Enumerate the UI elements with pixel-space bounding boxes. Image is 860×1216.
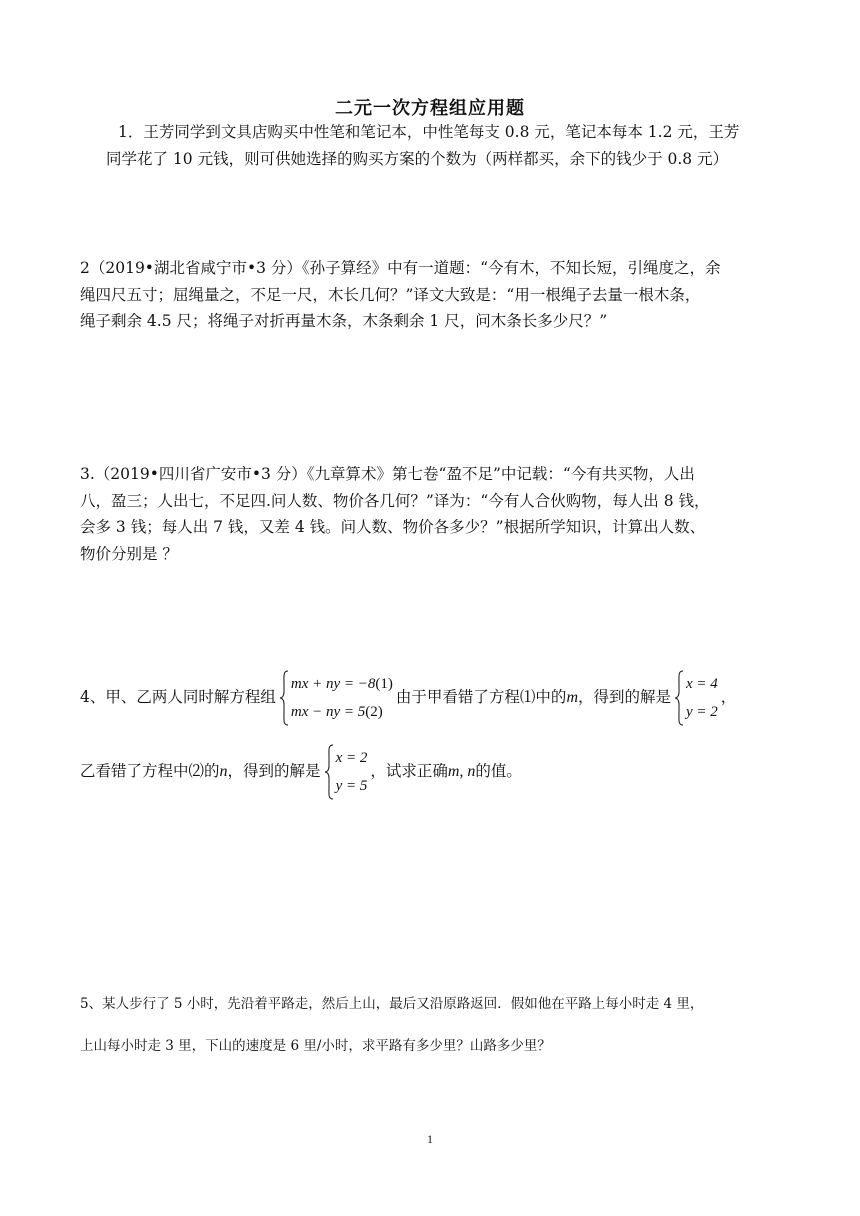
question-4-text-d: ，得到的解是 [578, 688, 672, 706]
jia-solution-x: x = 4 [686, 676, 718, 692]
yi-solution-y: y = 5 [335, 778, 368, 794]
question-1 [80, 119, 780, 172]
question-4-text-a: 4、甲、乙两人同时解方程组 [80, 688, 276, 706]
question-4-text-f: 的 [204, 762, 220, 780]
question-1-line-1: 1．王芳同学到文具店购买中性笔和笔记本，中性笔每支 0.8 元，笔记本每本 1.2 元，王芳 [118, 123, 740, 141]
question-3-line-1: 3.（2019•四川省广安市•3 分）《九章算术》第七卷“盈不足”中记载：“今有共买物，人出 [80, 465, 695, 483]
question-1-line-2: 同学花了 10 元钱，则可供她选择的购买方案的个数为（两样都买，余下的钱少于 0.8 元） [106, 149, 729, 168]
question-4-comma: ， [720, 688, 737, 706]
question-3-line-3: 会多 3 钱；每人出 7 钱，又差 4 钱。问人数、物价各多少？”根据所学知识，计算出人数、 [80, 518, 706, 536]
question-4-text-b: 由于甲看错了方程 [395, 688, 520, 706]
question-2-line-3: 绳子剩余 4.5 尺；将绳子对折再量木条，木条剩余 1 尺，问木条长多少尺？” [80, 312, 608, 330]
question-5 [80, 983, 780, 1067]
question-3 [80, 461, 780, 567]
left-brace-icon [674, 670, 684, 726]
left-brace-icon [279, 670, 289, 726]
left-brace-icon [324, 744, 334, 800]
yi-solution [324, 744, 368, 800]
question-2-line-2: 绳四尺五寸；屈绳量之，不足一尺，木长几何？”译文大致是：“用一根绳子去量一根木条， [80, 285, 701, 304]
document-title: 二元一次方程组应用题 [335, 98, 525, 119]
question-2-line-1: 2（2019•湖北省咸宁市•3 分）《孙子算经》中有一道题：“今有木，不知长短，引绳度之，余 [80, 259, 721, 277]
question-4-row-2 [80, 744, 522, 800]
variable-n: n [219, 763, 228, 780]
jia-solution-y: y = 2 [686, 704, 718, 720]
question-4-text-c: 中的 [535, 688, 567, 706]
question-5-line-2: 上山每小时走 3 里，下山的速度是 6 里/小时，求平路有多少里？山路多少里？ [80, 1038, 551, 1054]
equation-tag-1: ⑴ [519, 688, 536, 706]
jia-solution [674, 670, 718, 726]
question-4-text-h: ，试求正确 [370, 762, 448, 780]
question-4-text-i: 的值。 [475, 762, 522, 780]
question-2 [80, 255, 780, 335]
variable-m: m [566, 689, 578, 706]
question-4-text-e: 乙看错了方程中 [80, 762, 189, 780]
variables-m-n: m, n [447, 763, 476, 780]
question-4-row-1 [80, 670, 736, 726]
question-4-text-g: ，得到的解是 [227, 762, 321, 780]
question-3-line-2: 八，盈三；人出七，不足四.问人数、物价各几何？”译为：“今有人合伙购物，每人出 8 钱， [80, 491, 710, 510]
question-3-line-4: 物价分别是 ？ [80, 544, 178, 563]
yi-solution-x: x = 2 [335, 750, 368, 766]
equation-tag-2: ⑵ [188, 762, 205, 780]
system-equation-1: mx + ny = −8(1) [290, 676, 393, 692]
equation-system [279, 670, 393, 726]
page-number: 1 [427, 1132, 433, 1146]
system-equation-2: mx − ny = 5(2) [290, 704, 383, 720]
question-5-line-1: 5、某人步行了 5 小时，先沿着平路走，然后上山，最后又沿原路返回．假如他在平路上每小时走 4 里， [80, 996, 704, 1012]
